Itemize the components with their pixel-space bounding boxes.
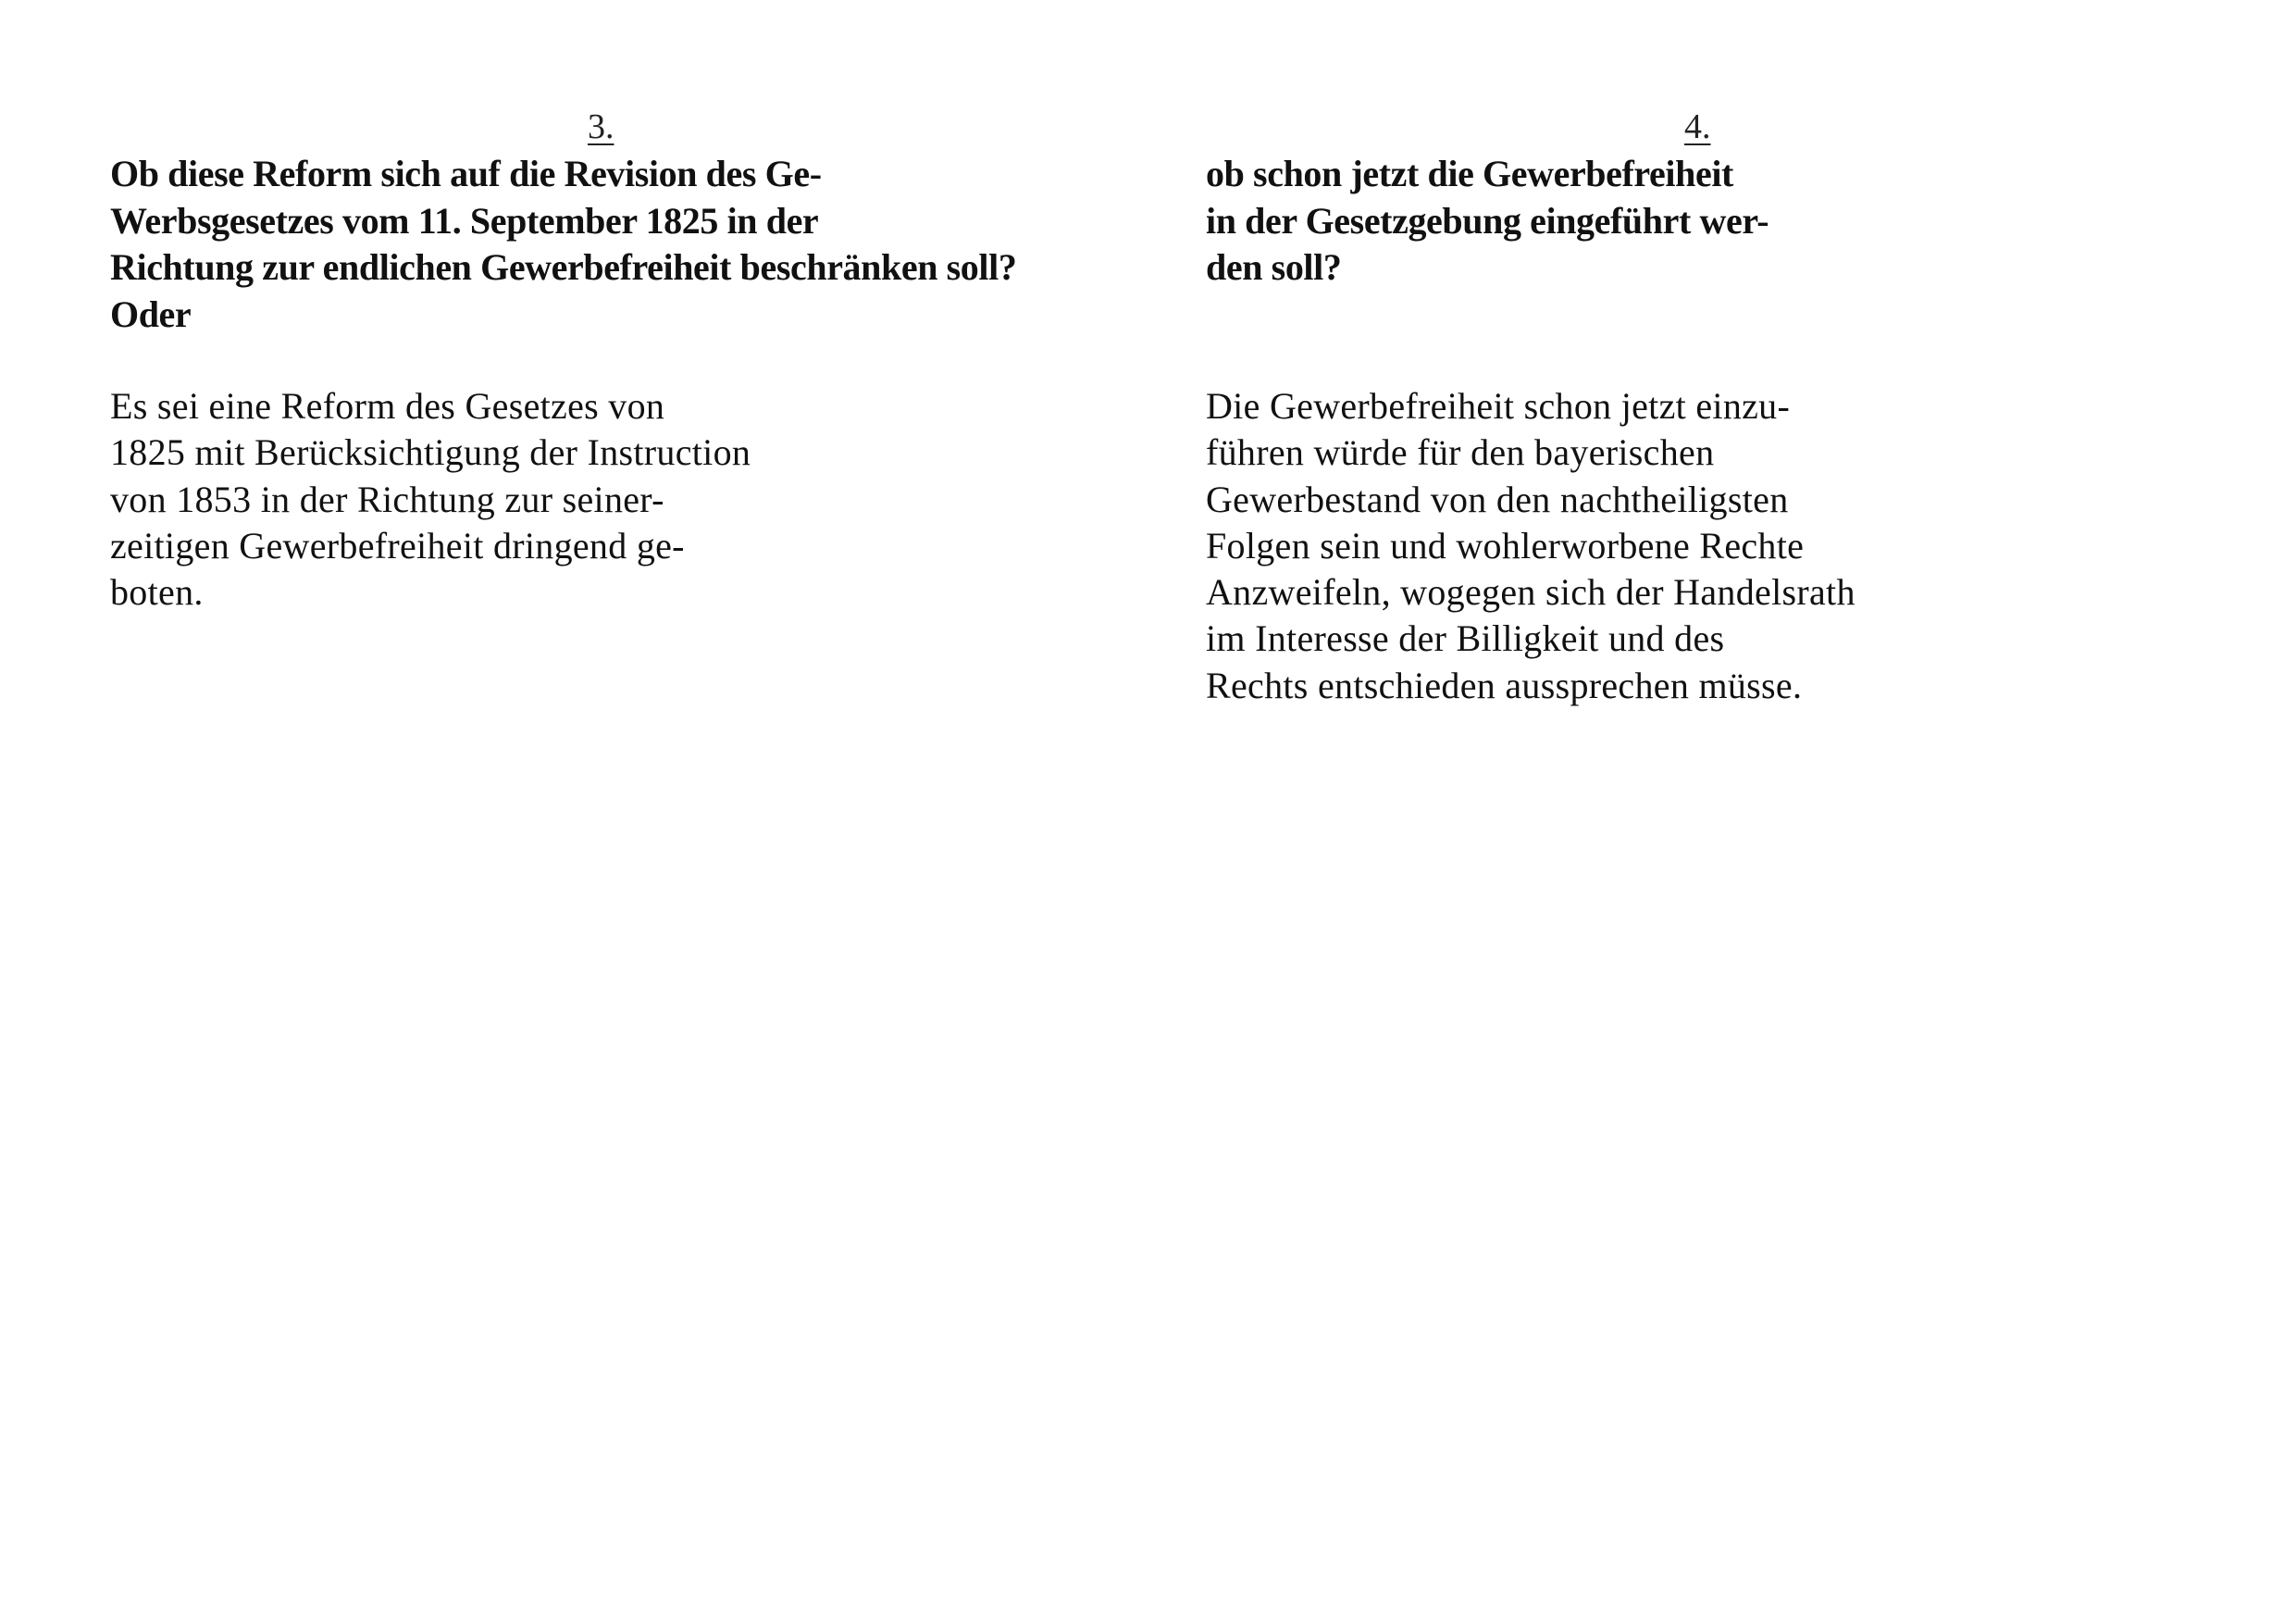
question-line: in der Gesetzgebung eingeführt wer-: [1206, 199, 1769, 242]
question-line: Ob diese Reform sich auf die Revision des Ge-: [110, 153, 822, 194]
answer-line: zeitigen Gewerbefreiheit dringend ge-: [110, 524, 685, 567]
section-number: 4.: [1684, 107, 1711, 146]
question-line: Werbsgesetzes vom 11. September 1825 in der: [110, 199, 819, 242]
answer-line: Rechts entschieden aussprechen müsse.: [1206, 664, 1803, 706]
answer-line: führen würde für den bayerischen: [1206, 431, 1715, 474]
answer-line: Anzweifeln, wogegen sich der Handelsrath: [1206, 571, 1855, 614]
section-number: 3.: [588, 107, 614, 146]
question-line: den soll?: [1206, 246, 1342, 288]
answer-line: Gewerbestand von den nachtheiligsten: [1206, 478, 1789, 520]
answer-line: Folgen sein und wohlerworbene Rechte: [1206, 524, 1805, 567]
answer-line: boten.: [110, 571, 204, 614]
answer-line: 1825 mit Berücksichtigung der Instruction: [110, 431, 751, 474]
question-line: Oder: [110, 293, 192, 335]
answer-line: im Interesse der Billigkeit und des: [1206, 617, 1725, 660]
question-line: Richtung zur endlichen Gewerbefreiheit beschränken soll?: [110, 246, 1017, 288]
question-text: [110, 151, 1016, 338]
answer-text: [110, 383, 751, 616]
answer-line: Die Gewerbefreiheit schon jetzt einzu-: [1206, 385, 1791, 427]
answer-text: [1206, 383, 1855, 709]
question-text: [1206, 151, 1769, 292]
answer-line: Es sei eine Reform des Gesetzes von: [110, 385, 665, 427]
question-line: ob schon jetzt die Gewerbefreiheit: [1206, 153, 1733, 194]
answer-line: von 1853 in der Richtung zur seiner-: [110, 478, 664, 520]
